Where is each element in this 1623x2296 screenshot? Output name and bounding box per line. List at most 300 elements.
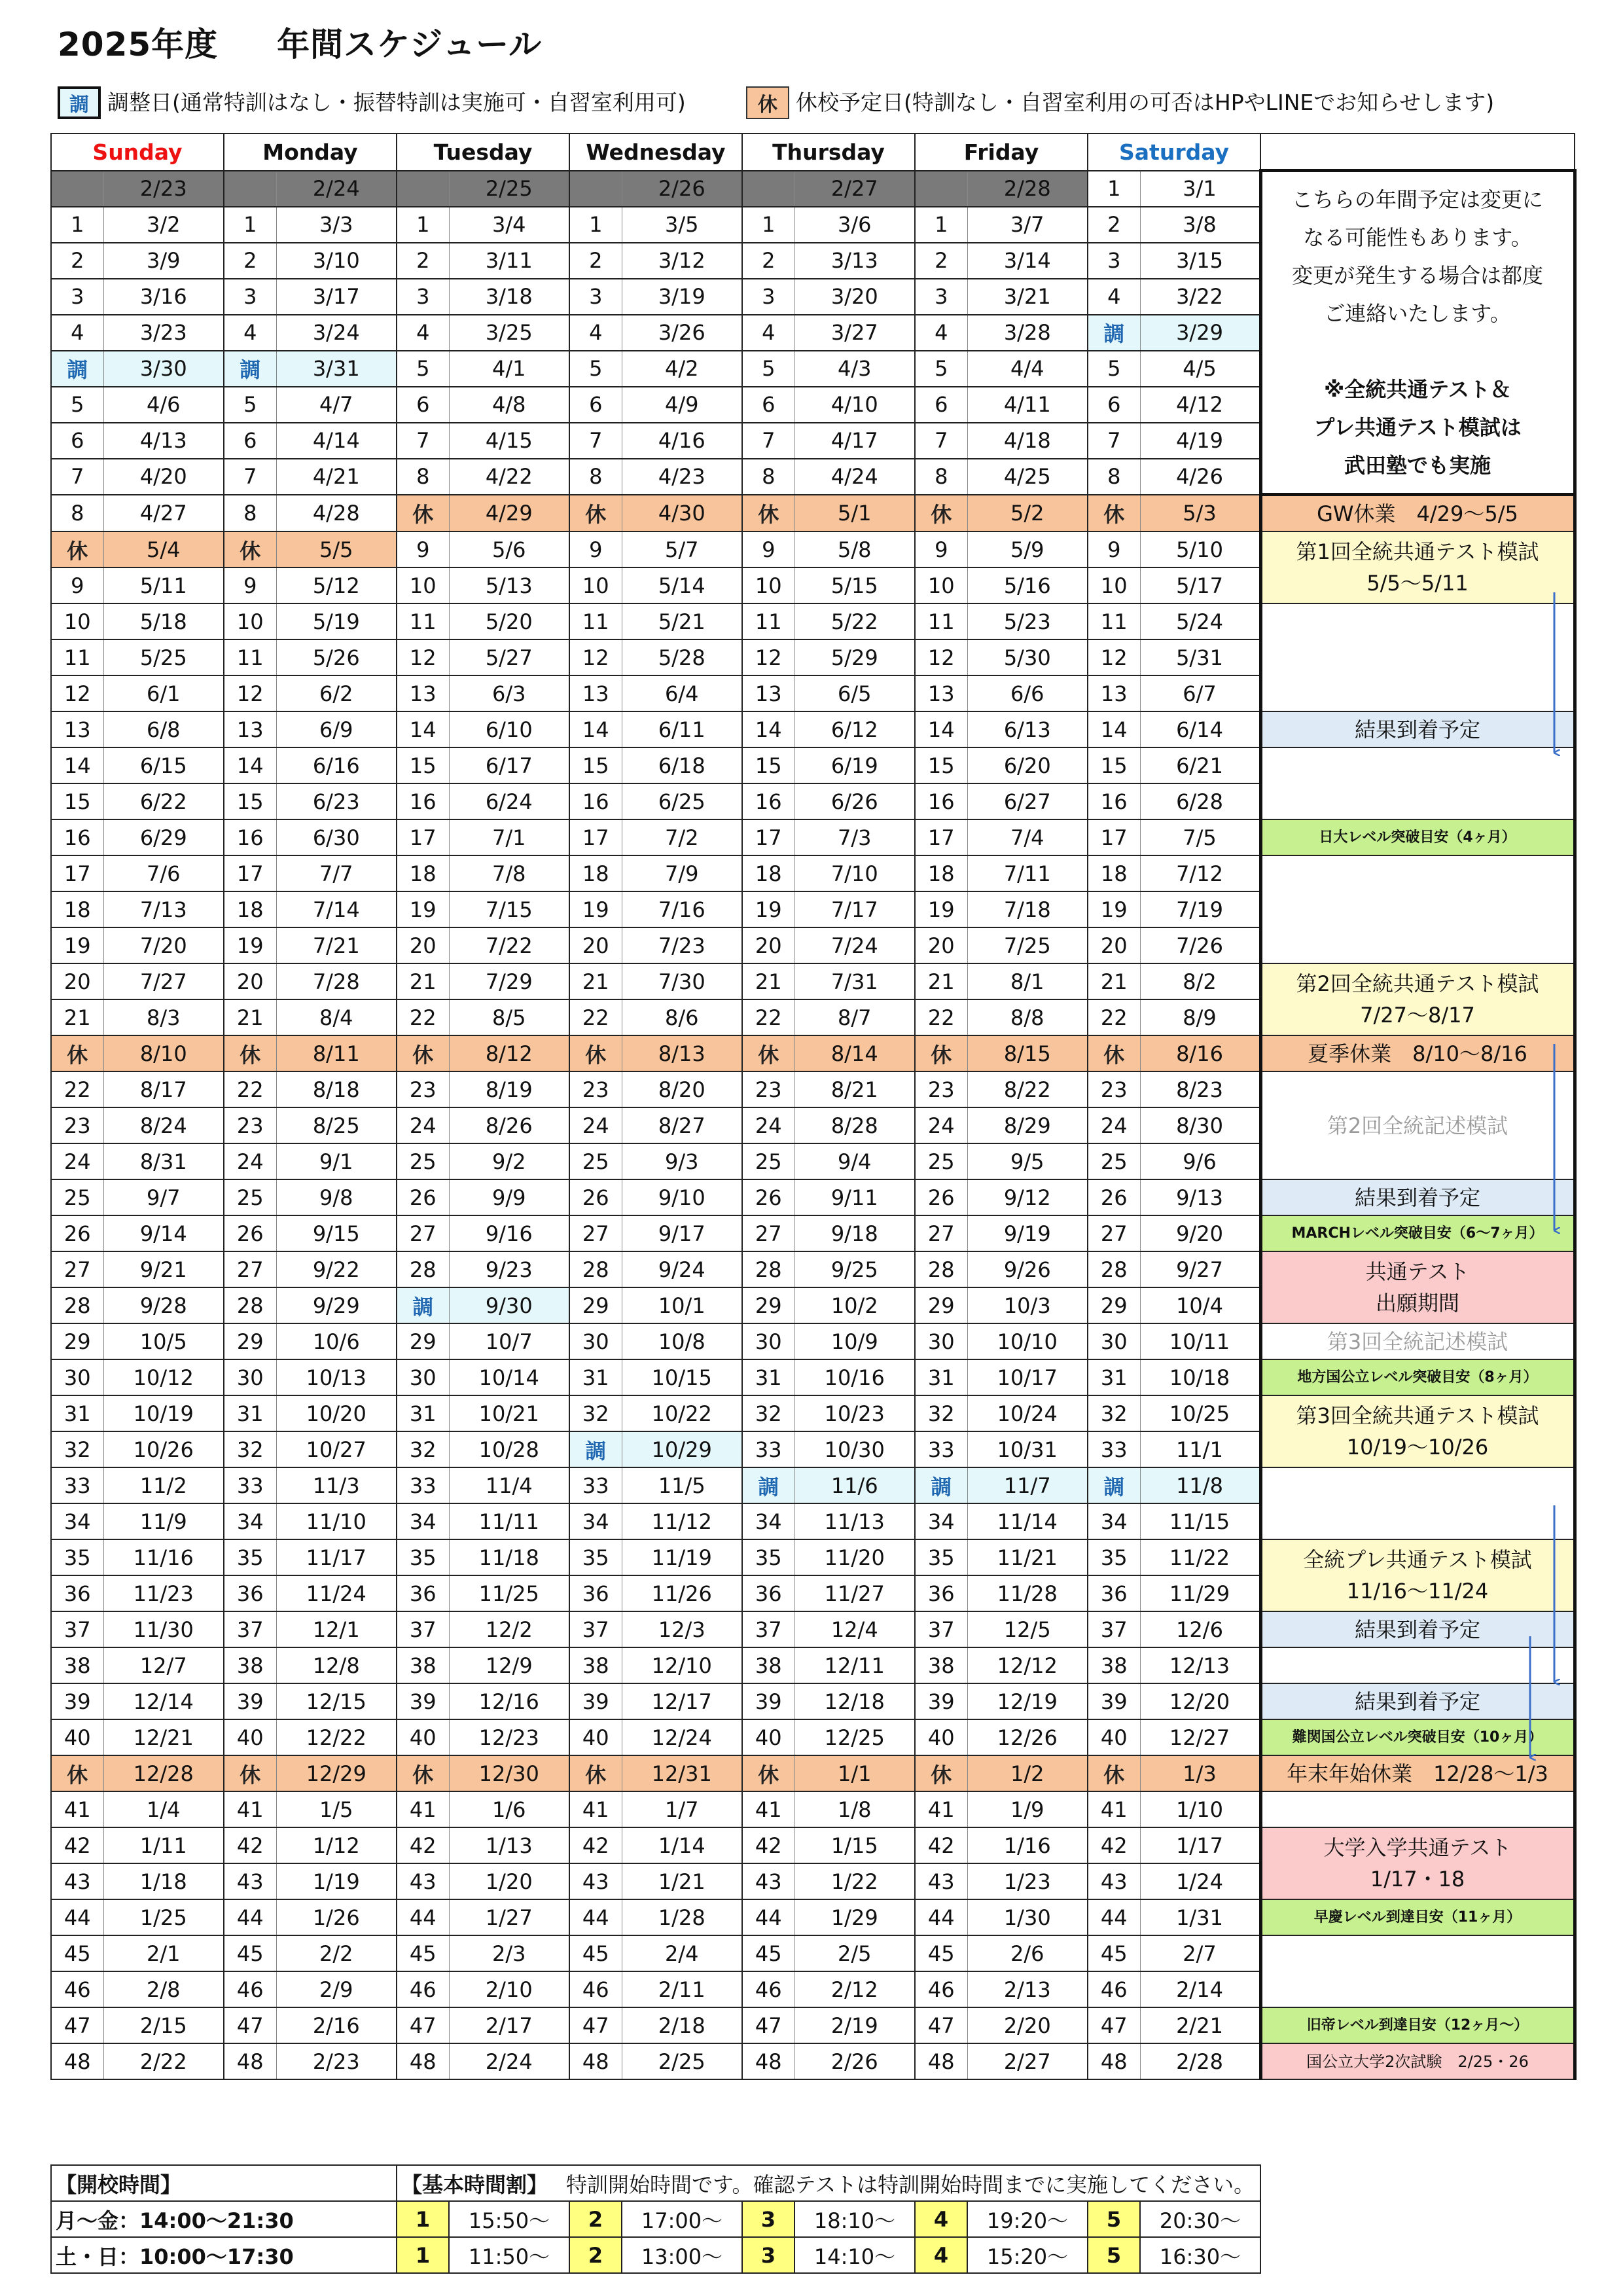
schedule-note	[1260, 819, 1575, 855]
week-number: 32	[742, 1395, 794, 1431]
week-number: 30	[397, 1359, 449, 1395]
date-cell: 2/27	[794, 171, 915, 207]
date-cell: 8/31	[103, 1143, 224, 1179]
date-cell: 11/27	[794, 1575, 915, 1611]
date-cell: 6/27	[967, 783, 1088, 819]
date-cell: 2/18	[622, 2007, 742, 2043]
hours-table	[50, 2164, 1261, 2274]
week-number: 10	[742, 567, 794, 603]
date-cell: 9/13	[1140, 1179, 1260, 1215]
schedule-note	[1260, 495, 1575, 532]
date-cell: 10/4	[1140, 1287, 1260, 1323]
week-number: 40	[742, 1719, 794, 1755]
date-cell: 2/7	[1140, 1935, 1260, 1971]
date-cell: 4/8	[449, 387, 569, 423]
week-number: 30	[1088, 1323, 1140, 1359]
schedule-note	[1260, 1755, 1575, 1791]
week-number: 38	[397, 1647, 449, 1683]
date-cell: 6/14	[1140, 711, 1260, 747]
week-number: 45	[51, 1935, 103, 1971]
week-number: 22	[742, 999, 794, 1035]
week-row	[51, 1539, 1575, 1575]
week-number: 20	[51, 963, 103, 999]
date-cell: 8/3	[103, 999, 224, 1035]
schedule-note	[1260, 1539, 1575, 1611]
period-number: 5	[1088, 2237, 1140, 2273]
day-header-saturday: Saturday	[1088, 134, 1260, 171]
week-number: 23	[569, 1071, 622, 1107]
week-number: 21	[224, 999, 276, 1035]
week-number: 38	[51, 1647, 103, 1683]
date-cell: 4/23	[622, 459, 742, 495]
week-row	[51, 171, 1575, 207]
week-number: 44	[397, 1899, 449, 1935]
date-cell: 11/30	[103, 1611, 224, 1647]
week-number: 32	[1088, 1395, 1140, 1431]
week-number: 休	[1088, 495, 1140, 532]
week-number: 48	[397, 2043, 449, 2079]
week-number: 16	[224, 819, 276, 855]
week-number: 40	[397, 1719, 449, 1755]
schedule-note	[1260, 1395, 1575, 1467]
date-cell: 10/7	[449, 1323, 569, 1359]
date-cell: 8/1	[967, 963, 1088, 999]
week-number: 21	[915, 963, 967, 999]
date-cell: 10/20	[276, 1395, 397, 1431]
date-cell: 9/14	[103, 1215, 224, 1251]
date-cell: 7/19	[1140, 891, 1260, 927]
date-cell: 6/8	[103, 711, 224, 747]
date-cell: 2/19	[794, 2007, 915, 2043]
legend-adjust-text: 調整日(通常特訓はなし・振替特訓は実施可・自習室利用可)	[107, 90, 686, 115]
date-cell: 10/29	[622, 1431, 742, 1467]
week-number: 休	[224, 531, 276, 567]
period-number: 4	[915, 2201, 967, 2237]
week-number: 30	[742, 1323, 794, 1359]
schedule-note	[1260, 171, 1575, 495]
date-cell: 9/28	[103, 1287, 224, 1323]
date-cell: 7/27	[103, 963, 224, 999]
date-cell: 2/28	[1140, 2043, 1260, 2079]
week-number: 30	[569, 1323, 622, 1359]
week-number: 14	[1088, 711, 1140, 747]
date-cell: 6/12	[794, 711, 915, 747]
week-number: 48	[1088, 2043, 1140, 2079]
week-number: 37	[224, 1611, 276, 1647]
week-number: 42	[1088, 1827, 1140, 1863]
date-cell: 2/12	[794, 1971, 915, 2007]
date-cell: 8/18	[276, 1071, 397, 1107]
week-number: 26	[397, 1179, 449, 1215]
date-cell: 3/5	[622, 207, 742, 243]
week-number: 24	[569, 1107, 622, 1143]
week-number: 42	[742, 1827, 794, 1863]
week-number: 33	[569, 1467, 622, 1503]
week-number: 17	[1088, 819, 1140, 855]
date-cell: 9/20	[1140, 1215, 1260, 1251]
day-header-monday: Monday	[224, 134, 397, 171]
week-number: 2	[569, 243, 622, 279]
week-number: 3	[224, 279, 276, 315]
date-cell: 1/19	[276, 1863, 397, 1899]
week-number: 26	[1088, 1179, 1140, 1215]
date-cell: 8/5	[449, 999, 569, 1035]
date-cell: 6/3	[449, 675, 569, 711]
date-cell: 12/19	[967, 1683, 1088, 1719]
date-cell: 12/1	[276, 1611, 397, 1647]
week-number: 46	[915, 1971, 967, 2007]
week-number: 44	[51, 1899, 103, 1935]
note-line: 旧帝レベル到達目安（12ヶ月～）	[1306, 2017, 1529, 2034]
date-cell: 9/15	[276, 1215, 397, 1251]
week-number: 45	[224, 1935, 276, 1971]
week-row	[51, 1323, 1575, 1359]
date-cell: 8/20	[622, 1071, 742, 1107]
date-cell: 7/18	[967, 891, 1088, 927]
date-cell: 1/23	[967, 1863, 1088, 1899]
date-cell: 2/11	[622, 1971, 742, 2007]
date-cell: 11/12	[622, 1503, 742, 1539]
week-number: 19	[224, 927, 276, 963]
date-cell: 1/31	[1140, 1899, 1260, 1935]
date-cell: 12/22	[276, 1719, 397, 1755]
week-number: 29	[742, 1287, 794, 1323]
date-cell: 11/8	[1140, 1467, 1260, 1503]
schedule-note	[1260, 1827, 1575, 1899]
week-number: 11	[569, 603, 622, 639]
date-cell: 3/9	[103, 243, 224, 279]
week-number: 12	[569, 639, 622, 675]
side-blank	[1260, 1791, 1575, 1827]
date-cell: 11/1	[1140, 1431, 1260, 1467]
date-cell: 5/4	[103, 531, 224, 567]
side-blank	[1260, 747, 1575, 819]
note-line: 国公立大学2次試験 2/25・26	[1306, 2052, 1529, 2071]
week-number: 調	[742, 1467, 794, 1503]
week-number: 休	[742, 1035, 794, 1071]
date-cell: 1/18	[103, 1863, 224, 1899]
week-number: 34	[915, 1503, 967, 1539]
date-cell: 8/4	[276, 999, 397, 1035]
week-number: 15	[915, 747, 967, 783]
period-number: 1	[397, 2237, 449, 2273]
week-number: 33	[224, 1467, 276, 1503]
date-cell: 9/8	[276, 1179, 397, 1215]
week-number: 35	[224, 1539, 276, 1575]
schedule-note	[1260, 1899, 1575, 1935]
week-number: 7	[1088, 423, 1140, 459]
date-cell: 7/30	[622, 963, 742, 999]
week-number: 1	[569, 207, 622, 243]
week-number: 21	[742, 963, 794, 999]
week-number: 9	[569, 531, 622, 567]
week-number: 調	[915, 1467, 967, 1503]
week-number: 40	[1088, 1719, 1140, 1755]
date-cell: 6/2	[276, 675, 397, 711]
week-number: 38	[224, 1647, 276, 1683]
date-cell: 6/10	[449, 711, 569, 747]
week-number: 27	[51, 1251, 103, 1287]
date-cell: 1/27	[449, 1899, 569, 1935]
week-row	[51, 495, 1575, 532]
week-number	[569, 171, 622, 207]
date-cell: 1/24	[1140, 1863, 1260, 1899]
date-cell: 8/12	[449, 1035, 569, 1071]
date-cell: 10/12	[103, 1359, 224, 1395]
note-line: プレ共通テスト模試は	[1313, 415, 1522, 440]
date-cell: 12/17	[622, 1683, 742, 1719]
week-number: 26	[915, 1179, 967, 1215]
date-cell: 11/25	[449, 1575, 569, 1611]
date-cell: 1/25	[103, 1899, 224, 1935]
date-cell: 2/25	[449, 171, 569, 207]
note-line: 早慶レベル到達目安（11ヶ月）	[1313, 1909, 1522, 1926]
week-number: 9	[742, 531, 794, 567]
date-cell: 2/6	[967, 1935, 1088, 1971]
week-number: 24	[1088, 1107, 1140, 1143]
date-cell: 5/11	[103, 567, 224, 603]
date-cell: 5/16	[967, 567, 1088, 603]
week-number: 3	[397, 279, 449, 315]
week-number: 38	[569, 1647, 622, 1683]
week-number: 36	[569, 1575, 622, 1611]
week-number: 調	[569, 1431, 622, 1467]
week-number: 24	[397, 1107, 449, 1143]
note-line: 結果到着予定	[1354, 1617, 1480, 1642]
date-cell: 5/29	[794, 639, 915, 675]
schedule-note	[1260, 1719, 1575, 1755]
date-cell: 8/29	[967, 1107, 1088, 1143]
date-cell: 8/7	[794, 999, 915, 1035]
week-number: 43	[1088, 1863, 1140, 1899]
week-number: 12	[51, 675, 103, 711]
week-number: 10	[915, 567, 967, 603]
title-name: 年間スケジュール	[277, 26, 543, 63]
date-cell: 10/17	[967, 1359, 1088, 1395]
date-cell: 6/25	[622, 783, 742, 819]
date-cell: 5/19	[276, 603, 397, 639]
date-cell: 10/16	[794, 1359, 915, 1395]
week-number: 28	[1088, 1251, 1140, 1287]
date-cell: 12/16	[449, 1683, 569, 1719]
week-number: 5	[915, 351, 967, 387]
week-number: 4	[397, 315, 449, 351]
week-number: 46	[51, 1971, 103, 2007]
week-number: 47	[1088, 2007, 1140, 2043]
date-cell: 9/30	[449, 1287, 569, 1323]
date-cell: 8/28	[794, 1107, 915, 1143]
week-number: 23	[915, 1071, 967, 1107]
date-cell: 12/10	[622, 1647, 742, 1683]
date-cell: 12/9	[449, 1647, 569, 1683]
week-number: 6	[915, 387, 967, 423]
week-number: 7	[224, 459, 276, 495]
week-number: 48	[742, 2043, 794, 2079]
week-number: 19	[1088, 891, 1140, 927]
week-number: 休	[397, 1035, 449, 1071]
date-cell: 5/24	[1140, 603, 1260, 639]
date-cell: 6/16	[276, 747, 397, 783]
date-cell: 5/27	[449, 639, 569, 675]
note-line: 1/17・18	[1370, 1867, 1465, 1892]
date-cell: 7/25	[967, 927, 1088, 963]
date-cell: 7/29	[449, 963, 569, 999]
week-number: 47	[397, 2007, 449, 2043]
date-cell: 5/12	[276, 567, 397, 603]
date-cell: 9/24	[622, 1251, 742, 1287]
week-number: 30	[51, 1359, 103, 1395]
week-number: 28	[224, 1287, 276, 1323]
date-cell: 1/6	[449, 1791, 569, 1827]
date-cell: 12/31	[622, 1755, 742, 1791]
week-number: 休	[915, 495, 967, 532]
week-number: 20	[569, 927, 622, 963]
date-cell: 8/14	[794, 1035, 915, 1071]
date-cell: 8/27	[622, 1107, 742, 1143]
date-cell: 10/28	[449, 1431, 569, 1467]
date-cell: 7/15	[449, 891, 569, 927]
date-cell: 6/29	[103, 819, 224, 855]
week-number: 8	[224, 495, 276, 532]
date-cell: 4/21	[276, 459, 397, 495]
week-number: 45	[569, 1935, 622, 1971]
date-cell: 9/29	[276, 1287, 397, 1323]
date-cell: 3/6	[794, 207, 915, 243]
week-number: 32	[51, 1431, 103, 1467]
date-cell: 8/17	[103, 1071, 224, 1107]
week-row	[51, 1683, 1575, 1719]
period-time: 15:50～	[449, 2201, 569, 2237]
week-number: 休	[742, 1755, 794, 1791]
date-cell: 5/28	[622, 639, 742, 675]
date-cell: 7/23	[622, 927, 742, 963]
week-number: 38	[915, 1647, 967, 1683]
date-cell: 5/14	[622, 567, 742, 603]
week-number: 36	[51, 1575, 103, 1611]
week-number: 11	[1088, 603, 1140, 639]
date-cell: 1/14	[622, 1827, 742, 1863]
date-cell: 10/11	[1140, 1323, 1260, 1359]
week-number: 31	[1088, 1359, 1140, 1395]
week-number: 33	[397, 1467, 449, 1503]
week-number: 39	[1088, 1683, 1140, 1719]
date-cell: 4/24	[794, 459, 915, 495]
date-cell: 5/15	[794, 567, 915, 603]
week-number: 40	[224, 1719, 276, 1755]
week-number: 休	[569, 1035, 622, 1071]
week-number: 9	[915, 531, 967, 567]
date-cell: 3/2	[103, 207, 224, 243]
week-number: 24	[51, 1143, 103, 1179]
week-number: 13	[1088, 675, 1140, 711]
date-cell: 5/30	[967, 639, 1088, 675]
date-cell: 1/8	[794, 1791, 915, 1827]
week-number: 調	[1088, 1467, 1140, 1503]
note-line: 日大レベル突破目安（4ヶ月）	[1319, 829, 1516, 846]
schedule-note	[1260, 1215, 1575, 1251]
week-row	[51, 747, 1575, 783]
date-cell: 7/7	[276, 855, 397, 891]
week-number: 35	[51, 1539, 103, 1575]
date-cell: 1/5	[276, 1791, 397, 1827]
note-line	[1262, 332, 1573, 370]
date-cell: 7/16	[622, 891, 742, 927]
note-line: MARCHレベル突破目安（6～7ヶ月）	[1291, 1225, 1544, 1242]
date-cell: 8/26	[449, 1107, 569, 1143]
week-row	[51, 1395, 1575, 1431]
week-number: 18	[569, 855, 622, 891]
date-cell: 8/16	[1140, 1035, 1260, 1071]
date-cell: 1/21	[622, 1863, 742, 1899]
date-cell: 2/26	[622, 171, 742, 207]
week-number: 3	[1088, 243, 1140, 279]
period-number: 4	[915, 2237, 967, 2273]
note-line: 11/16～11/24	[1346, 1579, 1489, 1604]
week-number: 46	[1088, 1971, 1140, 2007]
date-cell: 6/24	[449, 783, 569, 819]
week-number: 16	[742, 783, 794, 819]
week-number: 35	[1088, 1539, 1140, 1575]
date-cell: 4/11	[967, 387, 1088, 423]
note-line: 5/5～5/11	[1366, 571, 1469, 596]
date-cell: 2/10	[449, 1971, 569, 2007]
note-line: 結果到着予定	[1354, 717, 1480, 742]
week-number: 47	[224, 2007, 276, 2043]
week-number: 43	[742, 1863, 794, 1899]
date-cell: 10/22	[622, 1395, 742, 1431]
week-number: 10	[569, 567, 622, 603]
week-number: 36	[915, 1575, 967, 1611]
week-number: 休	[51, 531, 103, 567]
date-cell: 4/28	[276, 495, 397, 532]
week-number: 32	[224, 1431, 276, 1467]
date-cell: 11/10	[276, 1503, 397, 1539]
week-number: 14	[397, 711, 449, 747]
date-cell: 7/1	[449, 819, 569, 855]
side-blank	[1260, 855, 1575, 963]
date-cell: 1/3	[1140, 1755, 1260, 1791]
date-cell: 8/24	[103, 1107, 224, 1143]
week-number: 13	[742, 675, 794, 711]
date-cell: 9/22	[276, 1251, 397, 1287]
date-cell: 6/15	[103, 747, 224, 783]
date-cell: 7/28	[276, 963, 397, 999]
note-line: 出願期間	[1375, 1291, 1459, 1316]
date-cell: 4/7	[276, 387, 397, 423]
day-header-tuesday: Tuesday	[397, 134, 569, 171]
week-number: 34	[51, 1503, 103, 1539]
date-cell: 10/26	[103, 1431, 224, 1467]
date-cell: 10/1	[622, 1287, 742, 1323]
week-number: 20	[742, 927, 794, 963]
date-cell: 2/24	[449, 2043, 569, 2079]
note-line: なる可能性もあります。	[1303, 225, 1532, 250]
date-cell: 7/26	[1140, 927, 1260, 963]
date-cell: 6/30	[276, 819, 397, 855]
week-number: 14	[224, 747, 276, 783]
date-cell: 7/6	[103, 855, 224, 891]
week-number: 3	[742, 279, 794, 315]
week-number: 休	[224, 1755, 276, 1791]
week-row	[51, 1359, 1575, 1395]
timetable-header	[397, 2165, 1260, 2201]
date-cell: 4/3	[794, 351, 915, 387]
date-cell: 4/17	[794, 423, 915, 459]
week-number: 42	[397, 1827, 449, 1863]
week-number: 34	[224, 1503, 276, 1539]
week-number: 33	[742, 1431, 794, 1467]
week-number: 35	[569, 1539, 622, 1575]
